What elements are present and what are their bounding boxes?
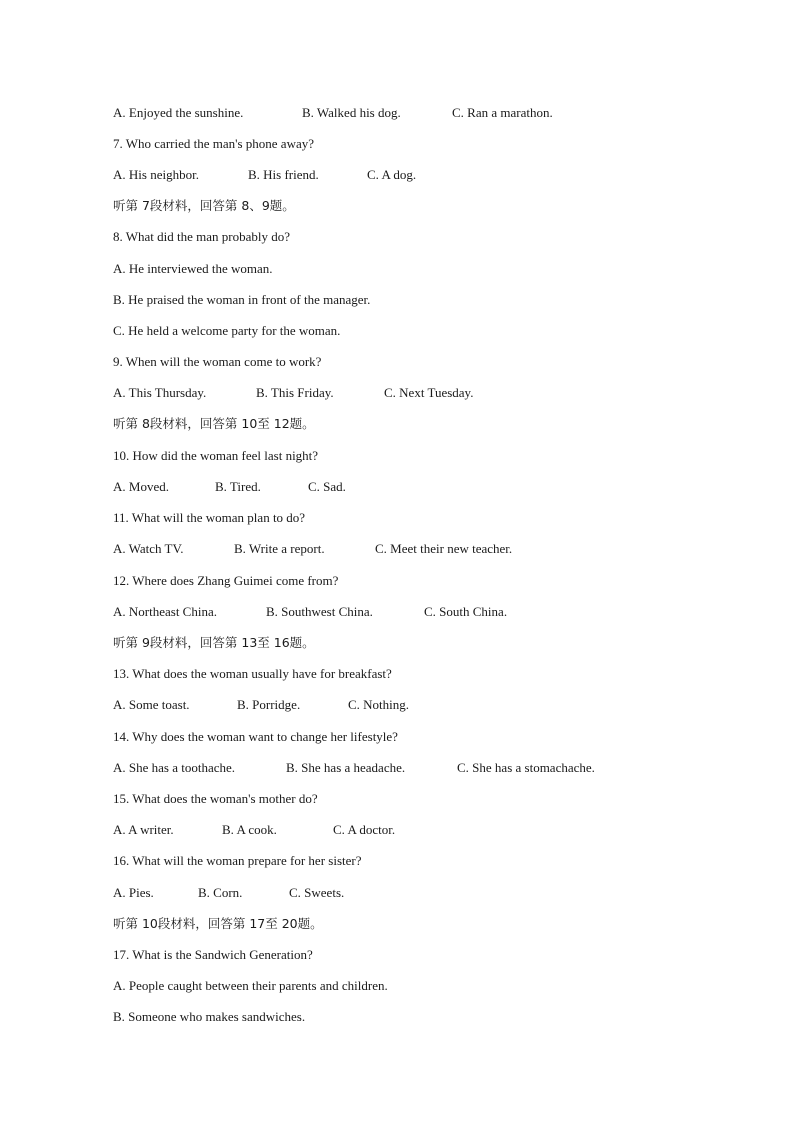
question-11: 11. What will the woman plan to do?: [113, 510, 306, 525]
option-c: C. Ran a marathon.: [452, 105, 553, 120]
option-c: C. Nothing.: [348, 697, 410, 712]
question-14: 14. Why does the woman want to change her lifestyle?: [113, 729, 398, 744]
answer-option-line: B. He praised the woman in front of the manager.: [113, 292, 371, 307]
question-10: 10. How did the woman feel last night?: [113, 448, 319, 463]
question-15: 15. What does the woman's mother do?: [113, 791, 318, 806]
option-a: A. Northeast China.: [113, 604, 217, 619]
option-b: B. Porridge.: [237, 697, 301, 712]
option-a: A. Watch TV.: [113, 541, 184, 556]
answer-option-line: A. He interviewed the woman.: [113, 261, 273, 276]
option-b: B. Corn.: [198, 885, 243, 900]
answer-option-line: A. People caught between their parents and children.: [113, 978, 388, 993]
section-instruction: 听第 7段材料，回答第 8、9题。: [113, 198, 295, 213]
option-a: A. A writer.: [113, 822, 174, 837]
answer-option-line: C. He held a welcome party for the woman.: [113, 323, 341, 338]
question-9: 9. When will the woman come to work?: [113, 354, 322, 369]
option-c: C. A dog.: [367, 167, 417, 182]
option-a: A. Pies.: [113, 885, 154, 900]
option-a: A. Some toast.: [113, 697, 190, 712]
option-b: B. Southwest China.: [266, 604, 373, 619]
question-16: 16. What will the woman prepare for her sister?: [113, 853, 362, 868]
question-12: 12. Where does Zhang Guimei come from?: [113, 573, 339, 588]
option-b: B. Tired.: [215, 479, 261, 494]
option-a: A. Enjoyed the sunshine.: [113, 105, 244, 120]
section-instruction: 听第 8段材料，回答第 10至 12题。: [113, 416, 315, 431]
option-c: C. South China.: [424, 604, 508, 619]
option-b: B. Write a report.: [234, 541, 325, 556]
option-b: B. His friend.: [248, 167, 319, 182]
option-a: A. His neighbor.: [113, 167, 199, 182]
option-c: C. Meet their new teacher.: [375, 541, 513, 556]
option-b: B. She has a headache.: [286, 760, 406, 775]
section-instruction: 听第 9段材料，回答第 13至 16题。: [113, 635, 315, 650]
question-13: 13. What does the woman usually have for breakfast?: [113, 666, 392, 681]
section-instruction: 听第 10段材料，回答第 17至 20题。: [113, 916, 323, 931]
option-c: C. She has a stomachache.: [457, 760, 595, 775]
option-c: C. Sad.: [308, 479, 346, 494]
question-17: 17. What is the Sandwich Generation?: [113, 947, 313, 962]
option-c: C. Sweets.: [289, 885, 345, 900]
option-b: B. Walked his dog.: [302, 105, 401, 120]
option-b: B. This Friday.: [256, 385, 334, 400]
option-c: C. Next Tuesday.: [384, 385, 474, 400]
option-b: B. A cook.: [222, 822, 277, 837]
option-a: A. This Thursday.: [113, 385, 207, 400]
option-a: A. Moved.: [113, 479, 169, 494]
option-c: C. A doctor.: [333, 822, 396, 837]
option-a: A. She has a toothache.: [113, 760, 236, 775]
question-8: 8. What did the man probably do?: [113, 229, 291, 244]
answer-option-line: B. Someone who makes sandwiches.: [113, 1009, 306, 1024]
question-7: 7. Who carried the man's phone away?: [113, 136, 314, 151]
